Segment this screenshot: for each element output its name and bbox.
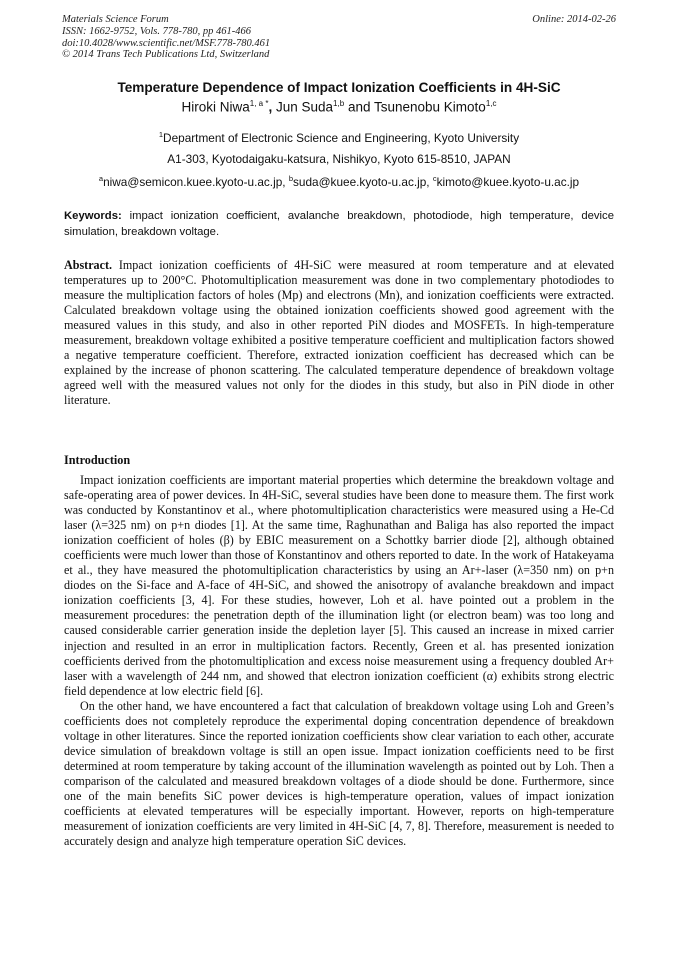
issn-line: ISSN: 1662-9752, Vols. 778-780, pp 461-466 bbox=[62, 25, 251, 37]
author-affiliation-mark: 1,b bbox=[333, 99, 345, 108]
affiliation-address: A1-303, Kyotodaigaku-katsura, Nishikyo, Kyoto 615-8510, JAPAN bbox=[167, 152, 511, 166]
author-affiliation-mark: 1,c bbox=[485, 99, 497, 108]
keywords-label: Keywords: bbox=[64, 210, 122, 222]
journal-name: Materials Science Forum bbox=[62, 14, 169, 25]
online-date: Online: 2014-02-26 bbox=[532, 14, 616, 25]
department-name: Department of Electronic Science and Engineering, Kyoto University bbox=[163, 130, 520, 145]
author-name: Hiroki Niwa bbox=[181, 99, 250, 115]
author-name: Jun Suda bbox=[276, 99, 334, 115]
affiliation-mark: 1 bbox=[158, 130, 164, 139]
intro-paragraph-1: Impact ionization coefficients are important material properties which determine the breakdown voltage and safe-operating area of power devices. In 4H-SiC, several studies have been done to measure them. The first work was conducted by Konstantinov et al., where photomultiplication characteristics were measured using a He-Cd laser (λ=325 nm) on p+n diodes [1]. At the same time, Raghunathan and Baliga has also reported the impact ionization coefficient of holes (β) by EBIC measurement on a Schottky barrier diode [2], although obtained coefficients were much lower than those of Konstantinov and others reported to date. In the work of Hatakeyama et al., they have measured the photomultiplication characteristics by using an Ar+-laser (λ=350 nm) on p+n diodes on the Si-face and A-face of 4H-SiC, and showed the anisotropy of avalanche breakdown and impact ionization coefficients [3, 4]. For these studies, however, Loh et al. have pointed out a problem in the measurement procedures: the penetration depth of the illumination light (or electron beam) was too long and caused considerable carrier generation inside the depletion layer [5]. This caused an increase in mixed carrier injection and resulted in an error in multiplication factors. Recently, Green et al. has presented ionization coefficients derived from the photomultiplication and excess noise measurement using a frequency doubled Ar+ laser with a wavelength of 244 nm, and showed that electron ionization coefficient (α) exhibits strong electric field dependence at low electric field [6]. bbox=[64, 473, 614, 698]
paper-title: Temperature Dependence of Impact Ionization Coefficients in 4H-SiC bbox=[117, 80, 561, 95]
abstract-label: Abstract. bbox=[64, 258, 113, 272]
author-emails bbox=[0, 174, 678, 189]
introduction-body bbox=[64, 473, 614, 849]
copyright-line: © 2014 Trans Tech Publications Ltd, Switzerland bbox=[62, 49, 270, 61]
email-address: suda@kuee.kyoto-u.ac.jp, bbox=[293, 174, 430, 189]
email-mark: a bbox=[98, 174, 104, 183]
author-separator: , bbox=[268, 99, 273, 115]
keywords-text: impact ionization coefficient, avalanche breakdown, photodiode, high temperature, device simulation, breakdown voltage. bbox=[64, 210, 614, 238]
abstract-text: Impact ionization coefficients of 4H-SiC were measured at room temperature and at elevated temperatures up to 200°C. Photomultiplication measurement was done in two complementary photodiodes to measure the multiplication factors of holes (Mp) and electrons (Mn), and ionization coefficients were extracted. Calculated breakdown voltage using the obtained ionization coefficients showed good agreement with the measured values in this study, and also in other reported PiN diodes and MOSFETs. In high-temperature measurement, breakdown voltage exhibited a positive temperature coefficient and multiplication factors showed a negative temperature coefficient. Therefore, extracted ionization coefficient has decreased which can be explained by the increase of phonon scattering. The calculated temperature dependence of breakdown voltage agreed well with the measured values not only for the diodes in this study, but also in PiN diode in other literature. bbox=[64, 258, 614, 408]
author-list bbox=[0, 99, 678, 115]
author-name: Tsunenobu Kimoto bbox=[373, 99, 486, 115]
section-heading-introduction: Introduction bbox=[64, 453, 131, 467]
email-mark: c bbox=[432, 174, 437, 183]
intro-paragraph-2: On the other hand, we have encountered a fact that calculation of breakdown voltage using Loh and Green’s coefficients does not completely reproduce the experimental doping concentration dependence of breakdown voltage in other literatures. Since the reported ionization coefficients show clear variation to each other, accurate device simulation of breakdown voltage is still an open issue. Impact ionization coefficients need to be first determined at room temperature by taking account of the illumination wavelength as pointed out by Loh. Then a comparison of the calculated and measured breakdown voltages of a diode should be done. Furthermore, since one of the main benefits SiC power devices is high-temperature operation, values of impact ionization coefficients at elevated temperatures will be especially important. However, reports on high-temperature measurement of ionization coefficients are very limited in 4H-SiC [4, 7, 8]. Therefore, measurement is needed to accurately design and analyze high temperature operation SiC devices. bbox=[64, 698, 614, 849]
affiliation-department bbox=[0, 130, 678, 145]
email-address: kimoto@kuee.kyoto-u.ac.jp bbox=[436, 174, 580, 189]
doi-line: doi:10.4028/www.scientific.net/MSF.778-780.461 bbox=[62, 37, 271, 49]
author-conjunction: and bbox=[347, 99, 371, 115]
author-affiliation-mark: 1, a * bbox=[249, 99, 269, 108]
email-mark: b bbox=[288, 174, 293, 183]
email-address: niwa@semicon.kuee.kyoto-u.ac.jp, bbox=[103, 174, 286, 189]
abstract-block bbox=[64, 258, 614, 408]
journal-header bbox=[62, 14, 616, 61]
keywords-block bbox=[64, 208, 614, 240]
